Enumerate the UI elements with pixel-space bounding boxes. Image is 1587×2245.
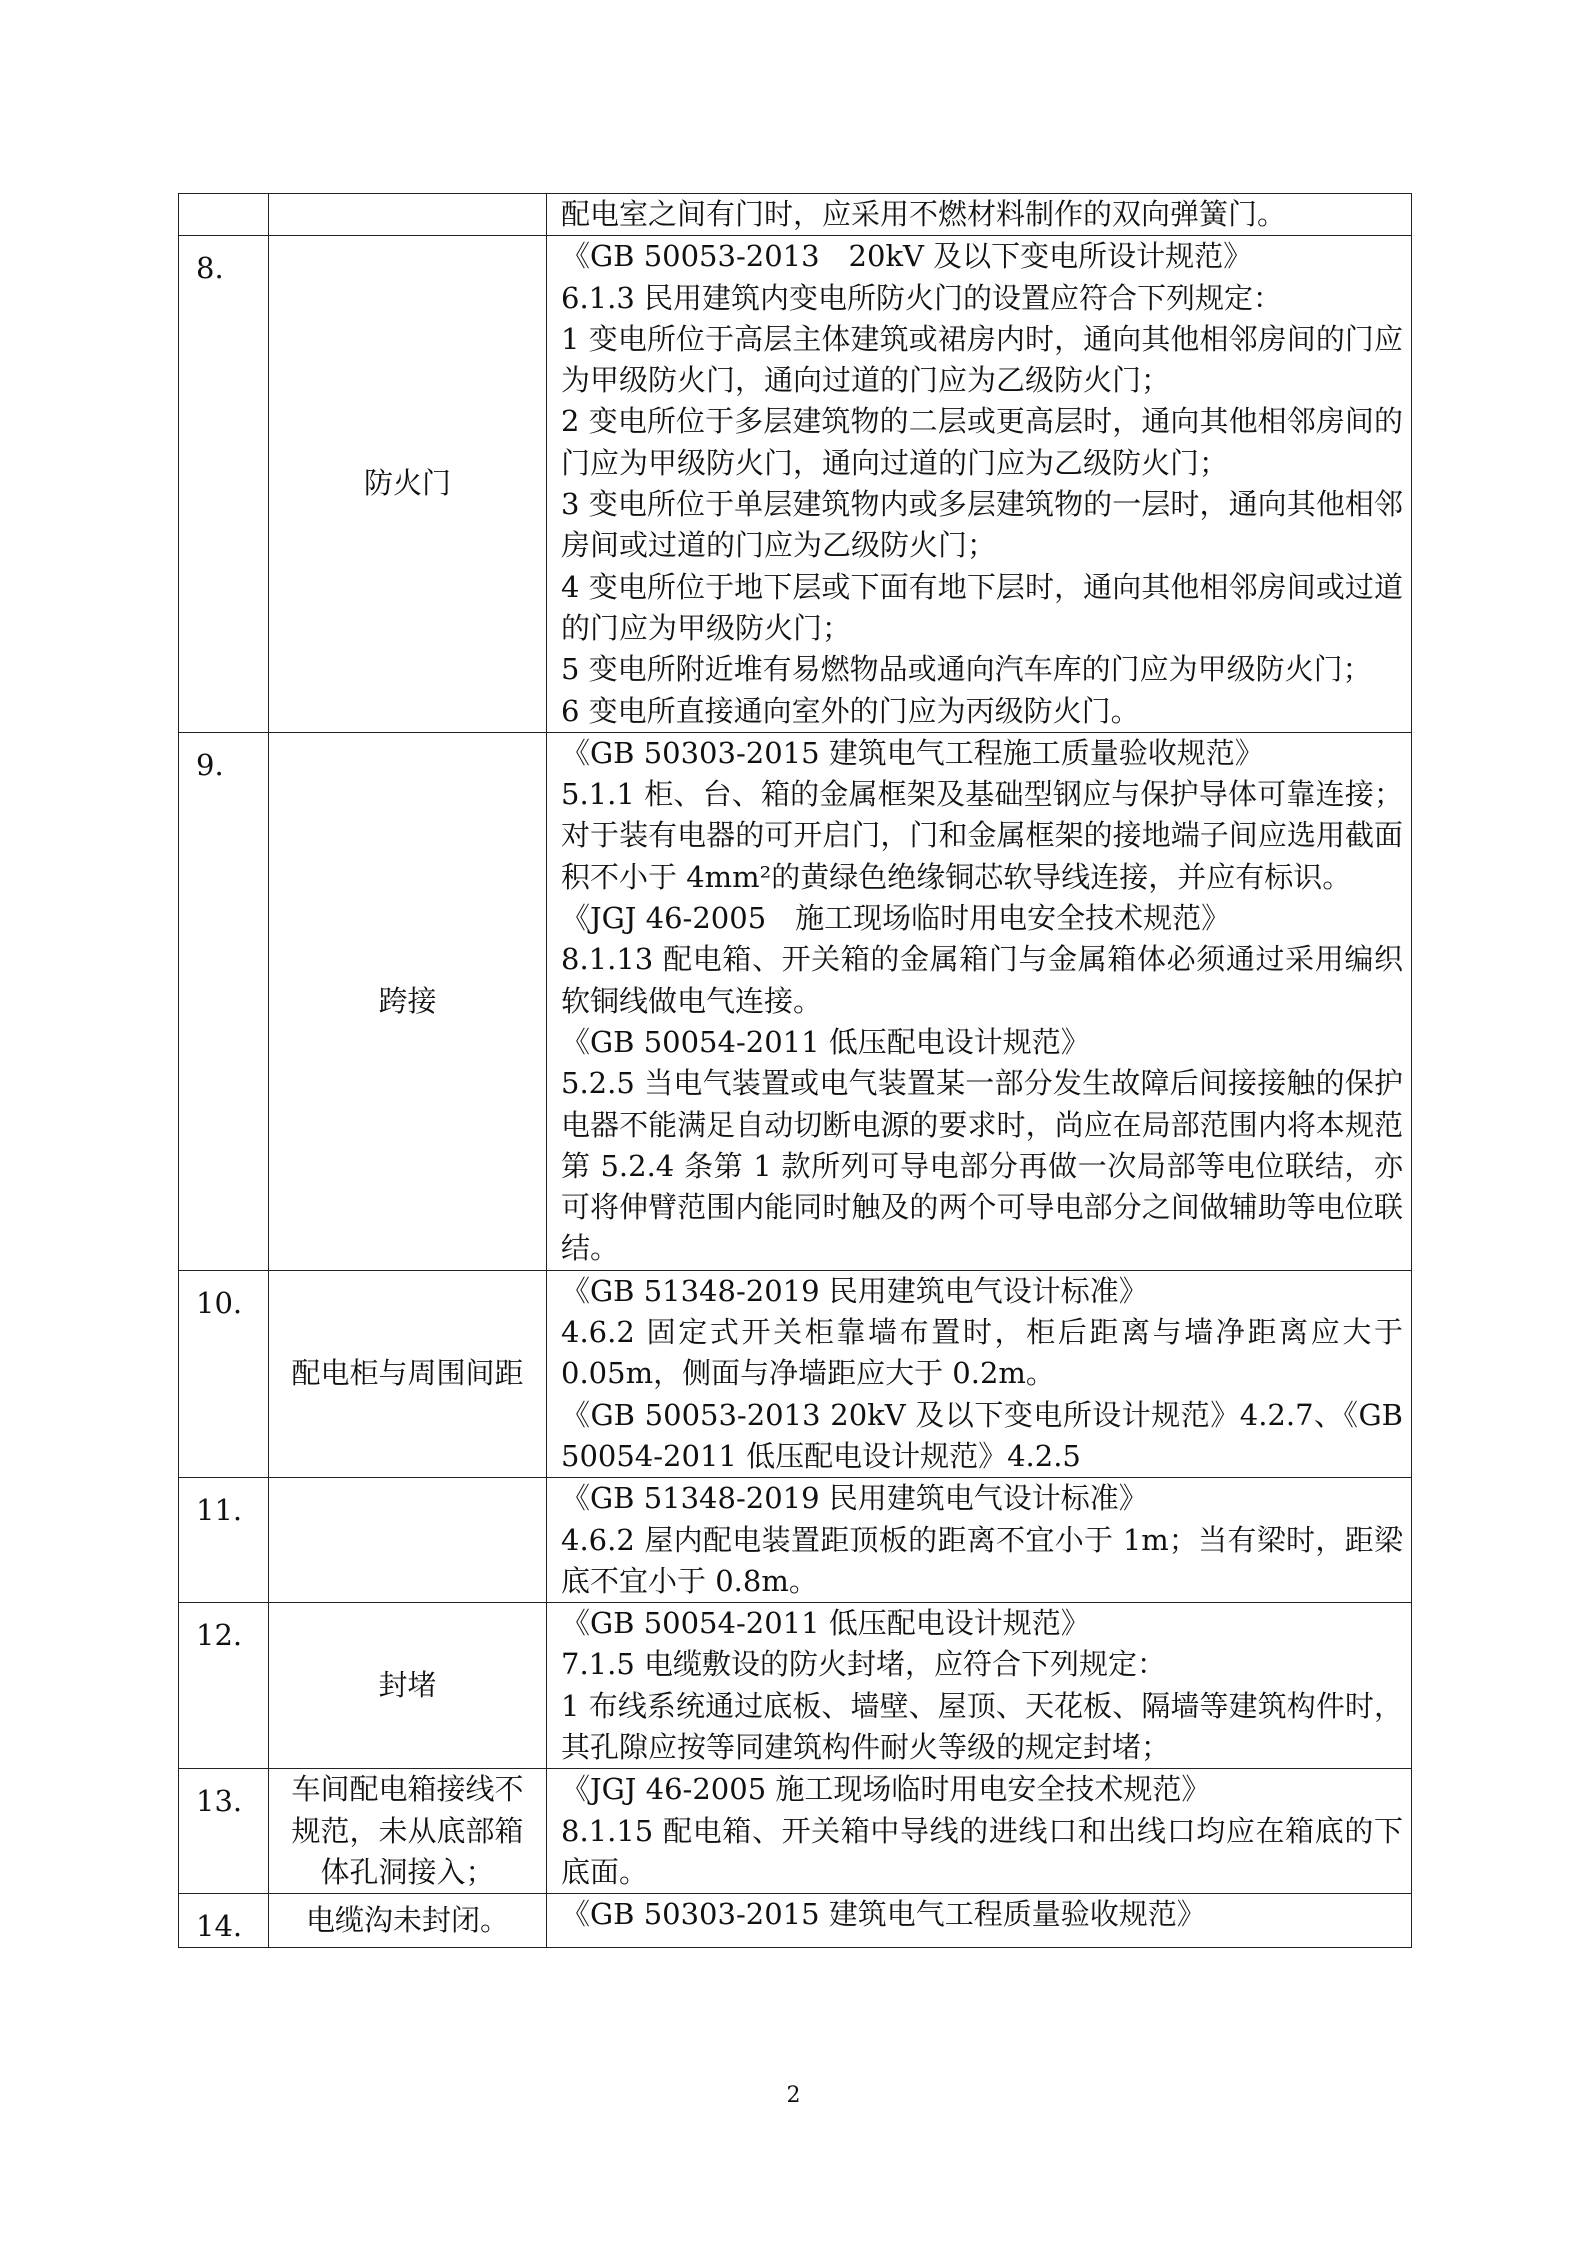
content-line: 8.1.13 配电箱、开关箱的金属箱门与金属箱体必须通过采用编织软铜线做电气连接。 xyxy=(561,942,1403,1018)
row-topic xyxy=(269,236,547,733)
row-number: 10. xyxy=(179,1270,269,1477)
row-content xyxy=(547,1603,1412,1769)
row-content xyxy=(547,194,1412,236)
row-topic xyxy=(269,1894,547,1948)
row-content xyxy=(547,1478,1412,1603)
row-topic xyxy=(269,1603,547,1769)
table-row xyxy=(179,1270,1412,1477)
row-number: 11. xyxy=(179,1478,269,1603)
content-line: 《GB 51348-2019 民用建筑电气设计标准》 xyxy=(561,1273,1148,1308)
content-line: 《GB 51348-2019 民用建筑电气设计标准》 xyxy=(561,1481,1148,1516)
content-line: 《GB 50054-2011 低压配电设计规范》 xyxy=(561,1024,1090,1059)
row-topic-text: 封堵 xyxy=(378,1668,437,1703)
table-row xyxy=(179,1603,1412,1769)
content-line: 1 布线系统通过底板、墙壁、屋顶、天花板、隔墙等建筑构件时，其孔隙应按等同建筑构件耐火等级的规定封堵； xyxy=(561,1688,1403,1764)
row-number xyxy=(179,194,269,236)
content-line: 配电室之间有门时，应采用不燃材料制作的双向弹簧门。 xyxy=(561,197,1287,231)
row-topic xyxy=(269,194,547,236)
row-content xyxy=(547,1894,1412,1948)
content-line: 《GB 50054-2011 低压配电设计规范》 xyxy=(561,1606,1090,1641)
row-topic xyxy=(269,1769,547,1894)
row-topic xyxy=(269,1478,547,1603)
row-topic-text: 电缆沟未封闭。 xyxy=(305,1903,509,1938)
content-line: 5 变电所附近堆有易燃物品或通向汽车库的门应为甲级防火门； xyxy=(561,652,1372,687)
content-line: 4 变电所位于地下层或下面有地下层时，通向其他相邻房间或过道的门应为甲级防火门； xyxy=(561,569,1403,645)
content-line: 《GB 50053-2013 20kV 及以下变电所设计规范》4.2.7、《GB 50054-2011 低压配电设计规范》4.2.5 xyxy=(561,1397,1403,1473)
row-topic-text: 防火门 xyxy=(363,466,451,501)
content-line: 《JGJ 46-2005 施工现场临时用电安全技术规范》 xyxy=(561,1772,1211,1807)
table-row xyxy=(179,236,1412,733)
content-line: 1 变电所位于高层主体建筑或裙房内时，通向其他相邻房间的门应为甲级防火门，通向过道的门应为乙级防火门； xyxy=(561,321,1403,398)
row-topic xyxy=(269,1270,547,1477)
row-topic-text: 配电柜与周围间距 xyxy=(291,1356,524,1391)
row-number: 9. xyxy=(179,732,269,1270)
content-line: 6 变电所直接通向室外的门应为丙级防火门。 xyxy=(561,693,1140,728)
row-number: 8. xyxy=(179,236,269,733)
standards-table xyxy=(178,193,1412,1948)
content-line: 5.2.5 当电气装置或电气装置某一部分发生故障后间接接触的保护电器不能满足自动切断电源的要求时，尚应在局部范围内将本规范第 5.2.4 条第 1 款所列可导电部分再做一次局部等电位联结，亦可将伸臂范围内能同时触及的两个可导电部分之间做辅助等电位联结。 xyxy=(561,1066,1403,1266)
content-line: 5.1.1 柜、台、箱的金属框架及基础型钢应与保护导体可靠连接；对于装有电器的可开启门，门和金属框架的接地端子间应选用截面积不小于 4mm²的黄绿色绝缘铜芯软导线连接，并应有标识。 xyxy=(561,777,1403,894)
page-number: 2 xyxy=(786,2083,801,2108)
table-row xyxy=(179,732,1412,1270)
row-topic-text: 跨接 xyxy=(378,983,437,1018)
table-row xyxy=(179,1894,1412,1948)
table-row xyxy=(179,1478,1412,1603)
row-content xyxy=(547,1270,1412,1477)
row-number: 13. xyxy=(179,1769,269,1894)
content-line: 7.1.5 电缆敷设的防火封堵，应符合下列规定： xyxy=(561,1647,1167,1682)
content-line: 6.1.3 民用建筑内变电所防火门的设置应符合下列规定： xyxy=(561,280,1283,315)
row-number: 14. xyxy=(179,1894,269,1948)
content-line: 4.6.2 屋内配电装置距顶板的距离不宜小于 1m；当有梁时，距梁底不宜小于 0.8m。 xyxy=(561,1522,1403,1598)
row-topic xyxy=(269,732,547,1270)
table-row xyxy=(179,194,1412,236)
row-topic-text: 车间配电箱接线不规范，未从底部箱体孔洞接入； xyxy=(291,1772,524,1889)
table-row xyxy=(179,1769,1412,1894)
row-content xyxy=(547,1769,1412,1894)
content-line: 3 变电所位于单层建筑物内或多层建筑物的一层时，通向其他相邻房间或过道的门应为乙级防火门； xyxy=(561,487,1403,563)
content-line: 2 变电所位于多层建筑物的二层或更高层时，通向其他相邻房间的门应为甲级防火门，通向过道的门应为乙级防火门； xyxy=(561,404,1403,480)
row-content xyxy=(547,732,1412,1270)
content-line: 《GB 50053-2013 20kV 及以下变电所设计规范》 xyxy=(561,239,1253,274)
content-line: 《GB 50303-2015 建筑电气工程质量验收规范》 xyxy=(561,1897,1206,1932)
content-line: 《GB 50303-2015 建筑电气工程施工质量验收规范》 xyxy=(561,735,1264,770)
content-line: 《JGJ 46-2005 施工现场临时用电安全技术规范》 xyxy=(561,901,1231,936)
content-line: 8.1.15 配电箱、开关箱中导线的进线口和出线口均应在箱底的下底面。 xyxy=(561,1813,1403,1889)
row-number: 12. xyxy=(179,1603,269,1769)
row-content xyxy=(547,236,1412,733)
content-line: 4.6.2 固定式开关柜靠墙布置时，柜后距离与墙净距离应大于 0.05m，侧面与净墙距应大于 0.2m。 xyxy=(561,1315,1403,1391)
